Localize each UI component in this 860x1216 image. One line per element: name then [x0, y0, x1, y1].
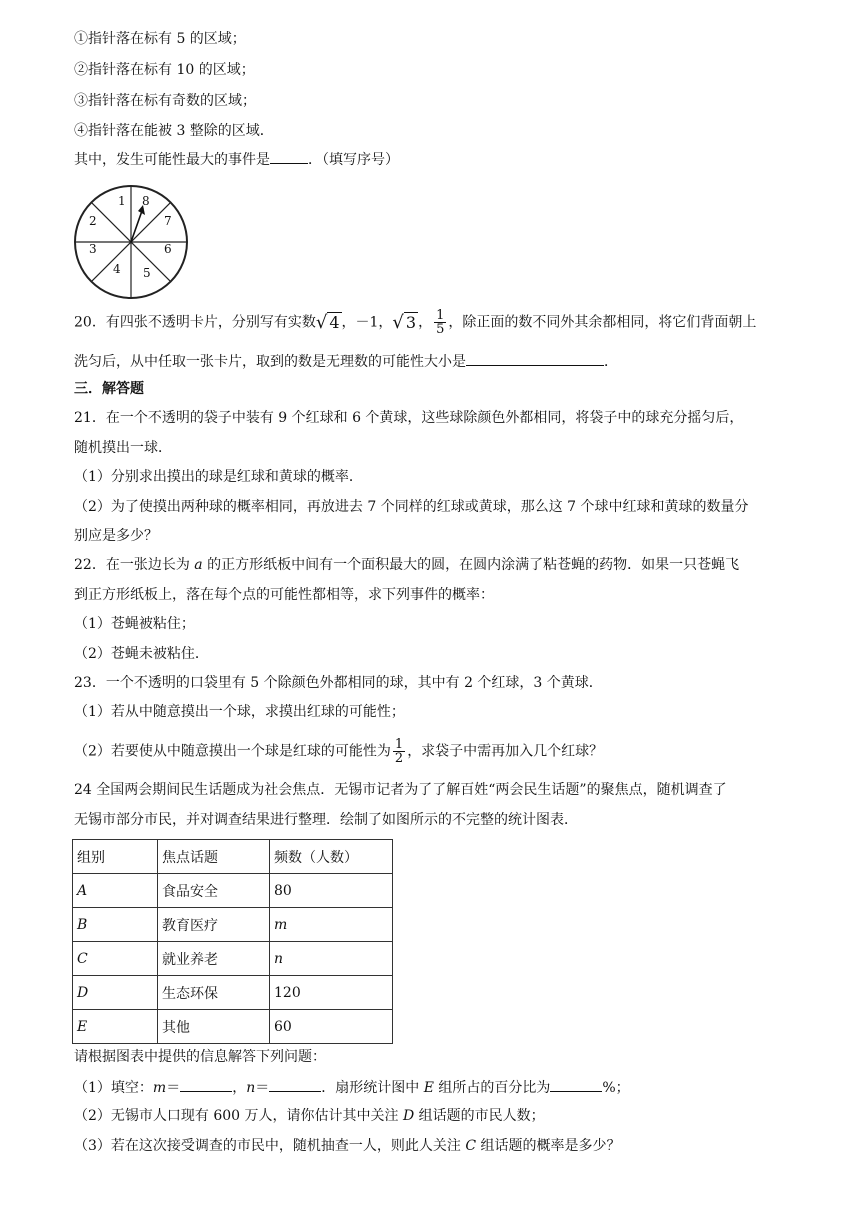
blank-n [269, 1077, 321, 1092]
var-n: n [246, 1080, 256, 1096]
table-cell: 就业养老 [158, 942, 270, 976]
spinner-pointer [131, 208, 143, 242]
q21-part-1: （1）分别求出摸出的球是红球和黄球的概率． [74, 469, 363, 485]
q22-text-b: 的正方形纸板中间有一个面积最大的圆，在圆内涂满了粘苍蝇的药物．如果一只苍蝇飞 [202, 557, 740, 573]
q21-part-2b: 别应是多少？ [74, 528, 158, 544]
spinner-label-6: 6 [164, 242, 172, 256]
q22-text-a: 22．在一张边长为 [74, 557, 195, 573]
q24-intro: 请根据图表中提供的信息解答下列问题： [74, 1049, 326, 1065]
var-m: m [152, 1080, 167, 1096]
q24-p1-eq2: ＝ [255, 1080, 270, 1096]
q23-text-a: （2）若要使从中随意摸出一个球是红球的可能性为 [74, 743, 391, 760]
table-cell: 教育医疗 [158, 908, 270, 942]
q22-part-1: （1）苍蝇被粘住； [74, 616, 195, 632]
q19-option-1: ①指针落在标有 5 的区域； [74, 31, 246, 47]
q24-line-2: 无锡市部分市民，并对调查结果进行整理．绘制了如图所示的不完整的统计图表． [74, 812, 578, 828]
table-cell: D [73, 976, 158, 1010]
q19-option-2: ②指针落在标有 10 的区域； [74, 62, 255, 78]
spinner-label-8: 8 [142, 194, 150, 208]
table-cell: 80 [270, 874, 393, 908]
sqrt-3: √ 3 [392, 311, 417, 333]
table-cell: m [270, 908, 393, 942]
table-cell: 其他 [158, 1010, 270, 1044]
q24-p3-text-a: （3）若在这次接受调查的市民中，随机抽查一人，则此人关注 [74, 1138, 466, 1154]
spinner-label-5: 5 [143, 266, 151, 280]
spinner-figure [72, 183, 190, 301]
q24-line-1: 24 全国两会期间民生话题成为社会焦点．无锡市记者为了了解百姓“两会民生话题”的聚焦点，随机调查了 [74, 782, 727, 798]
table-cell: 120 [270, 976, 393, 1010]
q21-line-1: 21．在一个不透明的袋子中装有 9 个红球和 6 个黄球，这些球除颜色外都相同，将袋子中的球充分摇匀后， [74, 410, 744, 426]
q20-text-end: ． [604, 354, 618, 370]
frac-den: 2 [394, 751, 404, 766]
table-row [73, 1010, 393, 1044]
q24-part-2 [74, 1106, 545, 1126]
table-cell: 60 [270, 1010, 393, 1044]
q24-p2-text-b: 组话题的市民人数； [414, 1108, 545, 1124]
sqrt-3-radicand: 3 [405, 312, 417, 332]
table-header-row [73, 840, 393, 874]
q22-var-a: a [194, 557, 203, 573]
table-row [73, 874, 393, 908]
q24-p1-text-a: （1）填空： [74, 1080, 153, 1096]
fraction-one-half [393, 738, 405, 765]
q24-p1-text-e: 组所占的百分比为 [433, 1080, 551, 1096]
q19-option-3: ③指针落在标有奇数的区域； [74, 93, 256, 109]
var-E: E [423, 1080, 434, 1096]
q19-prompt-text: 其中，发生可能性最大的事件是 [74, 152, 270, 168]
table-cell: n [270, 942, 393, 976]
section-heading: 三．解答题 [74, 381, 144, 397]
focus-topic-table [72, 839, 393, 1044]
fraction-one-fifth [434, 309, 446, 336]
q19-option-4: ④指针落在能被 3 整除的区域． [74, 123, 274, 139]
q24-p1-eq1: ＝ [166, 1080, 181, 1096]
q19-prompt-tail: ．（填写序号） [308, 152, 399, 168]
spinner-label-1: 1 [118, 194, 126, 208]
q20-text-b: ，除正面的数不同外其余都相同，将它们背面朝上 [448, 314, 757, 331]
table-cell: 生态环保 [158, 976, 270, 1010]
frac-num: 1 [394, 737, 404, 752]
q24-p1-text-d: ．扇形统计图中 [321, 1080, 424, 1096]
q20-text-c: 洗匀后，从中任取一张卡片，取到的数是无理数的可能性大小是 [74, 354, 466, 370]
spinner-label-3: 3 [89, 242, 97, 256]
q20-text-a: 20．有四张不透明卡片，分别写有实数 [74, 314, 316, 331]
table-cell: B [73, 908, 158, 942]
var-C: C [465, 1138, 477, 1154]
q23-part-1: （1）若从中随意摸出一个球，求摸出红球的可能性； [74, 704, 405, 720]
q20-text-mid: ，－1， [341, 314, 393, 331]
table-cell: 食品安全 [158, 874, 270, 908]
q19-answer-blank [270, 149, 308, 164]
q20-line-1 [74, 309, 756, 336]
table-row [73, 942, 393, 976]
sqrt-4-radicand: 4 [329, 312, 340, 332]
spinner-label-2: 2 [89, 214, 97, 228]
q24-p3-text-b: 组话题的概率是多少？ [476, 1138, 621, 1154]
q24-part-1 [74, 1077, 630, 1098]
q24-p2-text-a: （2）无锡市人口现有 600 万人，请你估计其中关注 [74, 1108, 403, 1124]
q23-part-2 [74, 738, 603, 765]
sqrt-4: √ 4 [315, 311, 340, 333]
table-header-cell: 组别 [73, 840, 158, 874]
q24-p1-comma: ， [232, 1080, 247, 1096]
q20-line-2 [74, 351, 618, 372]
table-cell: E [73, 1010, 158, 1044]
q23-text-b: ，求袋子中需再加入几个红球？ [407, 743, 604, 760]
q21-line-2: 随机摸出一球． [74, 440, 172, 456]
spinner-label-4: 4 [113, 262, 121, 276]
table-row [73, 908, 393, 942]
q22-line-2: 到正方形纸板上，落在每个点的可能性都相等，求下列事件的概率： [74, 587, 494, 603]
q20-sep: ， [418, 314, 433, 331]
table-header-cell: 频数（人数） [270, 840, 393, 874]
q22-line-1 [74, 555, 739, 575]
table-cell: C [73, 942, 158, 976]
q24-p1-text-f: %； [602, 1080, 630, 1096]
frac-den: 5 [436, 322, 445, 337]
table-header-cell: 焦点话题 [158, 840, 270, 874]
q23-line-1: 23．一个不透明的口袋里有 5 个除颜色外都相同的球，其中有 2 个红球，3 个黄球． [74, 675, 603, 691]
table-row [73, 976, 393, 1010]
frac-num: 1 [436, 308, 445, 323]
var-D: D [402, 1108, 415, 1124]
spinner-label-7: 7 [164, 214, 172, 228]
q19-prompt [74, 149, 399, 170]
table-cell: A [73, 874, 158, 908]
q22-part-2: （2）苍蝇未被粘住． [74, 646, 209, 662]
blank-percent [550, 1077, 602, 1092]
q21-part-2a: （2）为了使摸出两种球的概率相同，再放进去 7 个同样的红球或黄球，那么这 7 个球中红球和黄球的数量分 [74, 499, 749, 515]
q20-answer-blank [466, 351, 604, 366]
q24-part-3 [74, 1136, 621, 1156]
blank-m [180, 1077, 232, 1092]
